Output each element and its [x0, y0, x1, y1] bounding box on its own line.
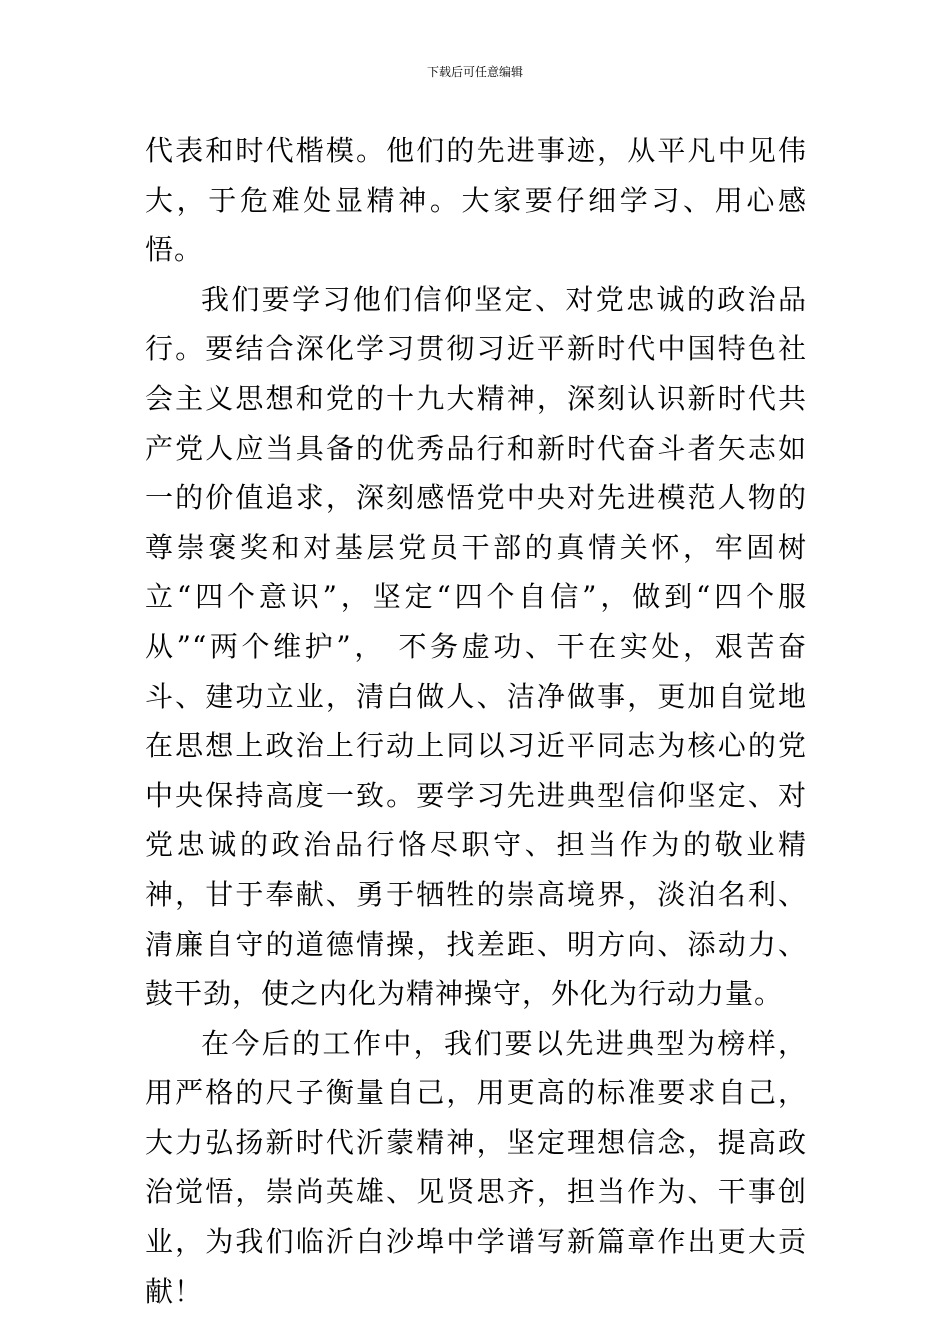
document-body — [145, 126, 807, 1316]
paragraph-closing: 在今后的工作中，我们要以先进典型为榜样，用严格的尺子衡量自己，用更高的标准要求自己，大力弘扬新时代沂蒙精神，坚定理想信念，提高政治觉悟，崇尚英雄、见贤思齐，担当作为、干事创业，为我们临沂白沙埠中学谱写新篇章作出更大贡献！ — [145, 1026, 807, 1308]
paragraph-continued: 代表和时代楷模。他们的先进事迹，从平凡中见伟大，于危难处显精神。大家要仔细学习、用心感悟。 — [145, 134, 807, 267]
page-header: 下载后可任意编辑 — [426, 65, 523, 79]
paragraph-study-qualities: 我们要学习他们信仰坚定、对党忠诚的政治品行。要结合深化学习贯彻习近平新时代中国特色社会主义思想和党的十九大精神，深刻认识新时代共产党人应当具备的优秀品行和新时代奋斗者矢志如一的价值追求，深刻感悟党中央对先进模范人物的尊崇褒奖和对基层党员干部的真情关怀，牢固树立“四个意识”，坚定“四个自信”，做到“四个服从”“两个维护”， 不务虚功、干在实处，艰苦奋斗、建功立业，清白做人、洁净做事，更加自觉地在思想上政治上行动上同以习近平同志为核心的党中央保持高度一致。要学习先进典型信仰坚定、对党忠诚的政治品行恪尽职守、担当作为的敬业精神，甘于奉献、勇于牺牲的崇高境界，淡泊名利、清廉自守的道德情操，找差距、明方向、添动力、鼓干劲，使之内化为精神操守，外化为行动力量。 — [145, 282, 807, 1011]
